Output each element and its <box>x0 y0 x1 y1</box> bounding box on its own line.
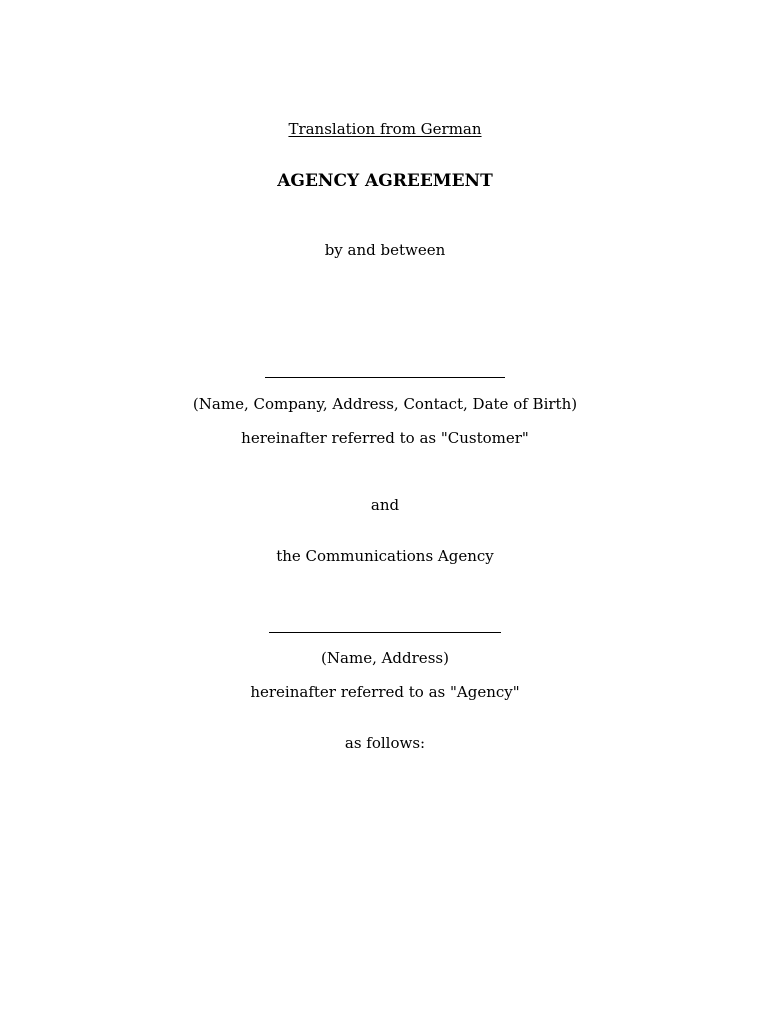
customer-signature-line <box>265 377 505 378</box>
translation-note-text: Translation from German <box>288 120 482 138</box>
customer-fields-caption: (Name, Company, Address, Contact, Date of Birth) <box>192 395 578 413</box>
agency-signature-line <box>269 632 501 633</box>
closing-text: as follows: <box>344 734 426 752</box>
document-title: AGENCY AGREEMENT <box>277 171 493 191</box>
agency-intro: the Communications Agency <box>276 547 494 565</box>
agency-fields-caption: (Name, Address) <box>321 649 449 667</box>
translation-note <box>0 120 770 138</box>
customer-referred-as: hereinafter referred to as "Customer" <box>241 429 529 447</box>
and-text: and <box>370 496 400 514</box>
by-and-between-text: by and between <box>324 241 446 259</box>
agency-referred-as: hereinafter referred to as "Agency" <box>250 683 520 701</box>
